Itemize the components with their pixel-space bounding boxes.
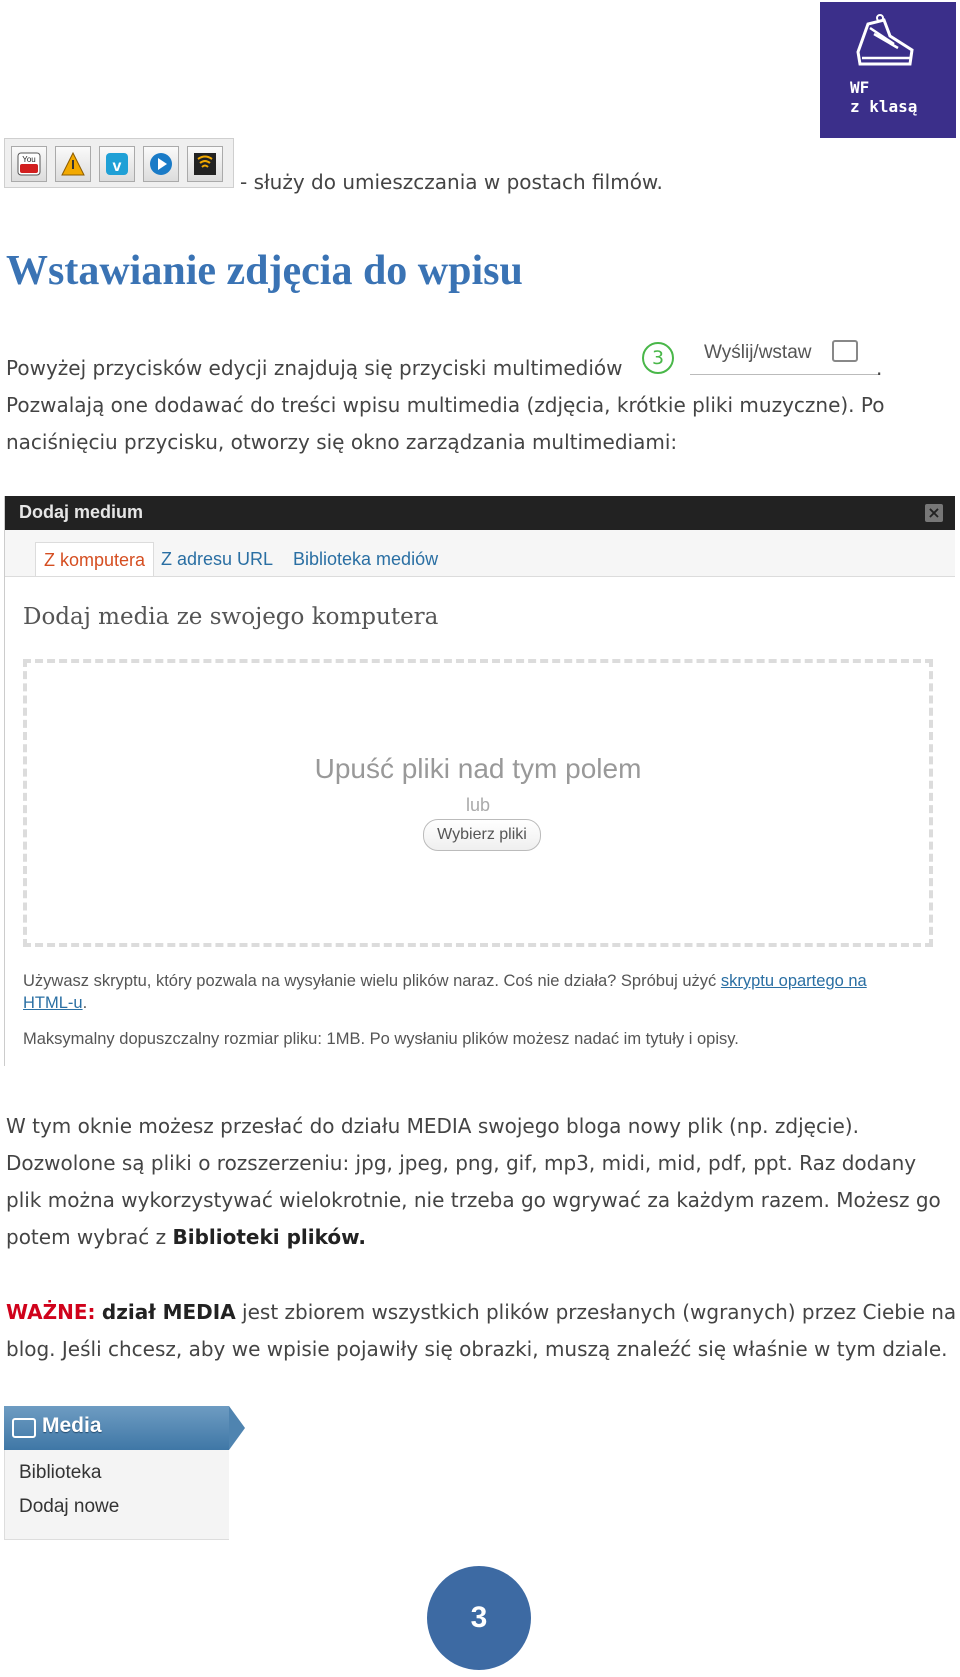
important-label: WAŻNE: [6,1300,96,1324]
media-menu [4,1406,244,1540]
media-submenu [4,1450,229,1540]
intro-line3: naciśnięciu przycisku, otworzy się okno zarządzania multimediami: [6,430,678,454]
tab-from-url[interactable]: Z adresu URL [161,549,274,569]
upload-title: Dodaj media ze swojego komputera [23,604,439,630]
svg-text:v: v [112,158,122,175]
important-line1 [6,1294,956,1332]
media-icon [832,340,858,362]
para2-line4-text: potem wybrać z [6,1225,173,1249]
max-size-note: Maksymalny dopuszczalny rozmiar pliku: 1MB. Po wysłaniu plików możesz nadać im tytuły i opisy. [23,1030,739,1048]
uploader-note-end: . [82,994,88,1012]
media-icon [12,1418,36,1438]
logo-line2: z klasą [850,97,918,116]
video-icon-bar [4,138,234,188]
html-uploader-link[interactable]: skryptu opartego na [720,972,867,990]
select-files-button[interactable]: Wybierz pliki [423,819,541,851]
intro-line1-end: . [876,356,883,380]
section-title: Wstawianie zdjęcia do wpisu [6,248,523,294]
tab-from-computer[interactable]: Z komputera [35,542,154,576]
para2-line1: W tym oknie możesz przesłać do działu MEDIA swojego bloga nowy plik (np. zdjęcie). [6,1114,859,1138]
media-section-label: dział MEDIA [101,1300,236,1324]
add-media-dialog [4,496,955,1066]
svg-text:You: You [22,155,36,164]
play-icon[interactable] [143,146,179,182]
intro-line1: Powyżej przycisków edycji znajdują się przyciski multimediów [6,356,623,380]
para2-line4 [6,1219,366,1257]
intro-line2: Pozwalają one dodawać do treści wpisu multimedia (zdjęcia, krótkie pliki muzyczne). Po [6,393,885,417]
dialog-tabs [5,530,955,577]
media-menu-header[interactable] [4,1406,229,1450]
uploader-note-text: Używasz skryptu, który pozwala na wysyłanie wielu plików naraz. Coś nie działa? Spróbuj użyć [23,972,721,990]
important-text: jest zbiorem wszystkich plików przesłanych (wgranych) przez Ciebie na [235,1300,957,1324]
step-badge: 3 [642,342,674,374]
logo [820,2,956,138]
dialog-header [5,496,955,530]
drop-text: Upuść pliki nad tym polem [314,753,642,784]
media-menu-label: Media [42,1414,102,1437]
uploader-note [23,972,867,991]
send-insert-button[interactable] [690,338,880,375]
para2-line2: Dozwolone są pliki o rozszerzeniu: jpg, jpeg, png, gif, mp3, midi, mid, pdf, ppt. Raz dodany [6,1151,917,1175]
broadcast-icon[interactable] [187,146,223,182]
uploader-note-line2 [23,994,87,1013]
tab-media-library[interactable]: Biblioteka mediów [293,549,439,569]
drop-zone[interactable] [23,659,933,947]
important-line2: blog. Jeśli chcesz, aby we wpisie pojawiły się obrazki, muszą znaleźć się właśnie w tym dziale. [6,1337,948,1361]
menu-arrow-icon [229,1406,245,1450]
library-reference: Biblioteki plików. [172,1225,366,1249]
send-insert-label: Wyślij/wstaw [704,342,812,363]
dialog-title: Dodaj medium [19,502,144,522]
warning-icon[interactable] [55,146,91,182]
para2-line3: plik można wykorzystywać wielokrotnie, nie trzeba go wgrywać za każdym razem. Możesz go [6,1188,941,1212]
menu-item-add-new[interactable]: Dodaj nowe [19,1496,120,1517]
drop-or-text: lub [465,795,491,815]
menu-item-library[interactable]: Biblioteka [19,1462,102,1483]
vimeo-icon[interactable] [99,146,135,182]
sneaker-icon [850,14,920,78]
logo-line1: WF [850,78,870,97]
close-icon[interactable]: × [925,504,943,522]
logo-text [850,78,917,116]
html-uploader-link-2[interactable]: HTML-u [23,994,83,1012]
video-buttons-description: - służy do umieszczania w postach filmów. [240,170,663,194]
youtube-icon[interactable] [11,146,47,182]
page-number: 3 [427,1566,531,1670]
